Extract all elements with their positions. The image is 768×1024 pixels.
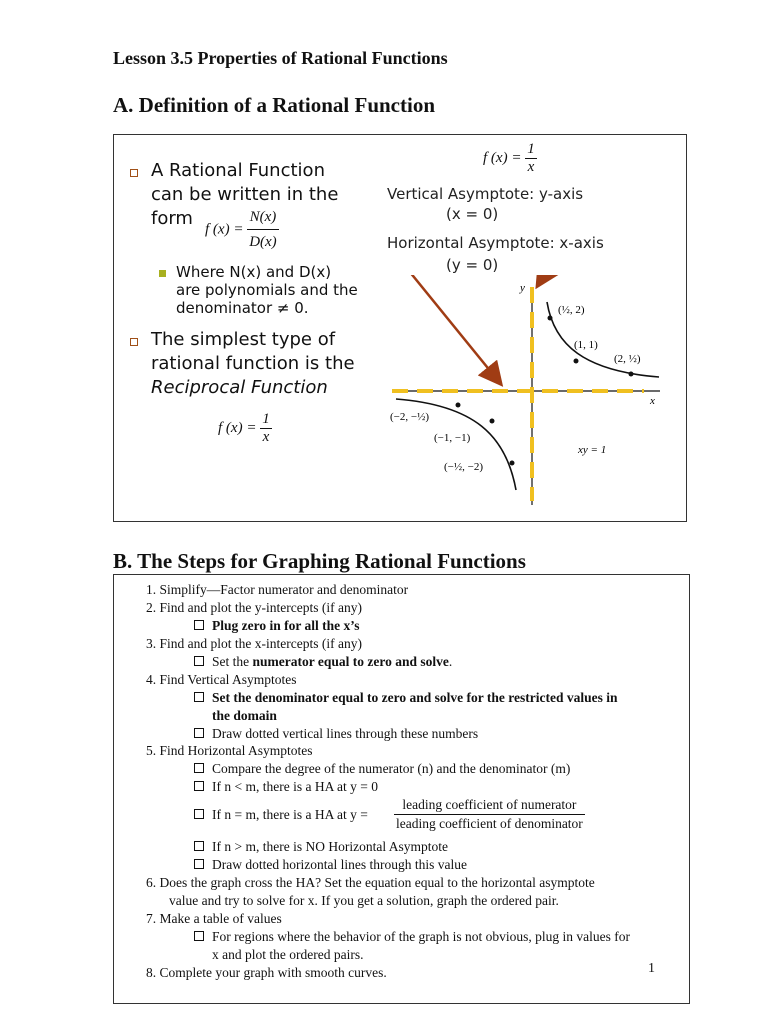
bullet-text-line: can be written in the: [151, 184, 339, 205]
checkbox-icon: [194, 859, 204, 869]
sub-bullet-icon: [159, 270, 166, 277]
horizontal-asymptote-label: Horizontal Asymptote: x-axis: [387, 234, 604, 252]
bullet-text-line: form: [151, 208, 193, 229]
step-2: 2. Find and plot the y-intercepts (if any): [146, 600, 362, 615]
step-7a-line2: x and plot the ordered pairs.: [212, 947, 364, 962]
step-4b: Draw dotted vertical lines through these numbers: [212, 726, 479, 741]
step-1: 1. Simplify—Factor numerator and denominator: [146, 582, 409, 597]
bullet-definition: [151, 159, 339, 250]
step-5c: If n = m, there is a HA at y =: [212, 807, 368, 822]
section-b-heading: B. The Steps for Graphing Rational Functions: [113, 549, 526, 573]
checkbox-icon: [194, 728, 204, 738]
step-5b: If n < m, there is a HA at y = 0: [212, 779, 378, 794]
formula-numerator: 1: [262, 411, 270, 427]
checkbox-icon: [194, 763, 204, 773]
step-5d: If n > m, there is NO Horizontal Asymptote: [212, 839, 448, 854]
point-label-2-half: (2, ½): [614, 353, 641, 365]
square-bullet-icon: [130, 338, 138, 346]
ha-fraction: [394, 796, 585, 833]
step-3a: [212, 653, 452, 671]
section-a-heading: A. Definition of a Rational Function: [113, 93, 436, 117]
x-axis-label: x: [650, 395, 655, 407]
point-1-1: [574, 359, 579, 364]
step-3a-pre: Set the: [212, 654, 253, 669]
checkbox-icon: [194, 781, 204, 791]
checkbox-icon: [194, 931, 204, 941]
point-m2-mhalf: [456, 403, 461, 408]
bullet-text-line: The simplest type of: [151, 329, 336, 350]
point-label-mhalf-m2: (−½, −2): [444, 461, 483, 473]
ha-fraction-denominator: leading coefficient of denominator: [396, 816, 583, 831]
step-7: 7. Make a table of values: [146, 911, 282, 926]
bullet-simplest-type: [151, 328, 355, 400]
page-number: 1: [648, 961, 655, 976]
vertical-asymptote-arrow: [538, 275, 592, 285]
step-3: 3. Find and plot the x-intercepts (if any): [146, 636, 362, 651]
point-2-half: [629, 372, 634, 377]
definition-box: [113, 134, 687, 522]
steps-box: [113, 574, 690, 1004]
step-5e: Draw dotted horizontal lines through this value: [212, 857, 467, 872]
formula-denominator: x: [527, 159, 535, 175]
checkbox-icon: [194, 841, 204, 851]
step-5a: Compare the degree of the numerator (n) and the denominator (m): [212, 761, 571, 776]
lesson-title: Lesson 3.5 Properties of Rational Functions: [113, 48, 448, 68]
vertical-asymptote-label: Vertical Asymptote: y-axis: [387, 185, 584, 203]
horizontal-asymptote-arrow: [392, 275, 500, 383]
checkbox-icon: [194, 620, 204, 630]
sub-text-line: Where N(x) and D(x): [176, 263, 332, 281]
point-label-m1-m1: (−1, −1): [434, 432, 471, 444]
point-label-m2-mhalf: (−2, −½): [390, 411, 429, 423]
ha-fraction-numerator: leading coefficient of numerator: [394, 796, 585, 815]
step-4a-line2: the domain: [212, 708, 277, 723]
formula-denominator: x: [262, 429, 270, 445]
bullet-text-line: rational function is the: [151, 353, 355, 374]
square-bullet-icon: [130, 169, 138, 177]
formula-numerator: 1: [527, 141, 535, 157]
reciprocal-formula: [218, 411, 272, 446]
top-reciprocal-formula: [483, 141, 537, 176]
step-4: 4. Find Vertical Asymptotes: [146, 672, 297, 687]
step-3a-bold: numerator equal to zero and solve: [252, 654, 449, 669]
step-3a-post: .: [448, 654, 453, 669]
step-7a-line1: For regions where the behavior of the graph is not obvious, plug in values for: [212, 929, 631, 944]
point-half-2: [548, 316, 553, 321]
formula-lhs: f (x) =: [205, 221, 244, 238]
formula-numerator: N(x): [247, 205, 278, 230]
checkbox-icon: [194, 656, 204, 666]
horizontal-asymptote-equation: (y = 0): [446, 256, 499, 274]
y-axis-label: y: [520, 282, 525, 294]
sub-bullet-polynomials: [176, 263, 358, 317]
reciprocal-graph: [364, 275, 684, 515]
step-8: 8. Complete your graph with smooth curves.: [146, 965, 387, 980]
sub-text-line: denominator ≠ 0.: [176, 299, 309, 317]
vertical-asymptote-equation: (x = 0): [446, 205, 499, 223]
formula-lhs: f (x) =: [483, 150, 522, 166]
checkbox-icon: [194, 692, 204, 702]
bullet-text-line: Reciprocal Function: [151, 377, 328, 398]
point-label-half-2: (½, 2): [558, 304, 585, 316]
checkbox-icon: [194, 809, 204, 819]
step-6-line1: 6. Does the graph cross the HA? Set the equation equal to the horizontal asymptote: [146, 875, 595, 890]
graph-equation: xy = 1: [578, 444, 607, 456]
point-mhalf-m2: [510, 461, 515, 466]
sub-text-line: are polynomials and the: [176, 281, 358, 299]
formula-lhs: f (x) =: [218, 420, 257, 436]
step-2a: Plug zero in for all the x’s: [212, 618, 360, 633]
bullet-text-line: A Rational Function: [151, 160, 325, 181]
point-label-1-1: (1, 1): [574, 339, 598, 351]
formula-denominator: D(x): [249, 234, 277, 250]
step-4a-line1: Set the denominator equal to zero and solve for the restricted values in: [212, 690, 618, 705]
step-6-line2: value and try to solve for x. If you get a solution, graph the ordered pair.: [169, 893, 559, 908]
step-5: 5. Find Horizontal Asymptotes: [146, 743, 313, 758]
point-m1-m1: [490, 419, 495, 424]
rational-form-formula: [205, 205, 279, 254]
